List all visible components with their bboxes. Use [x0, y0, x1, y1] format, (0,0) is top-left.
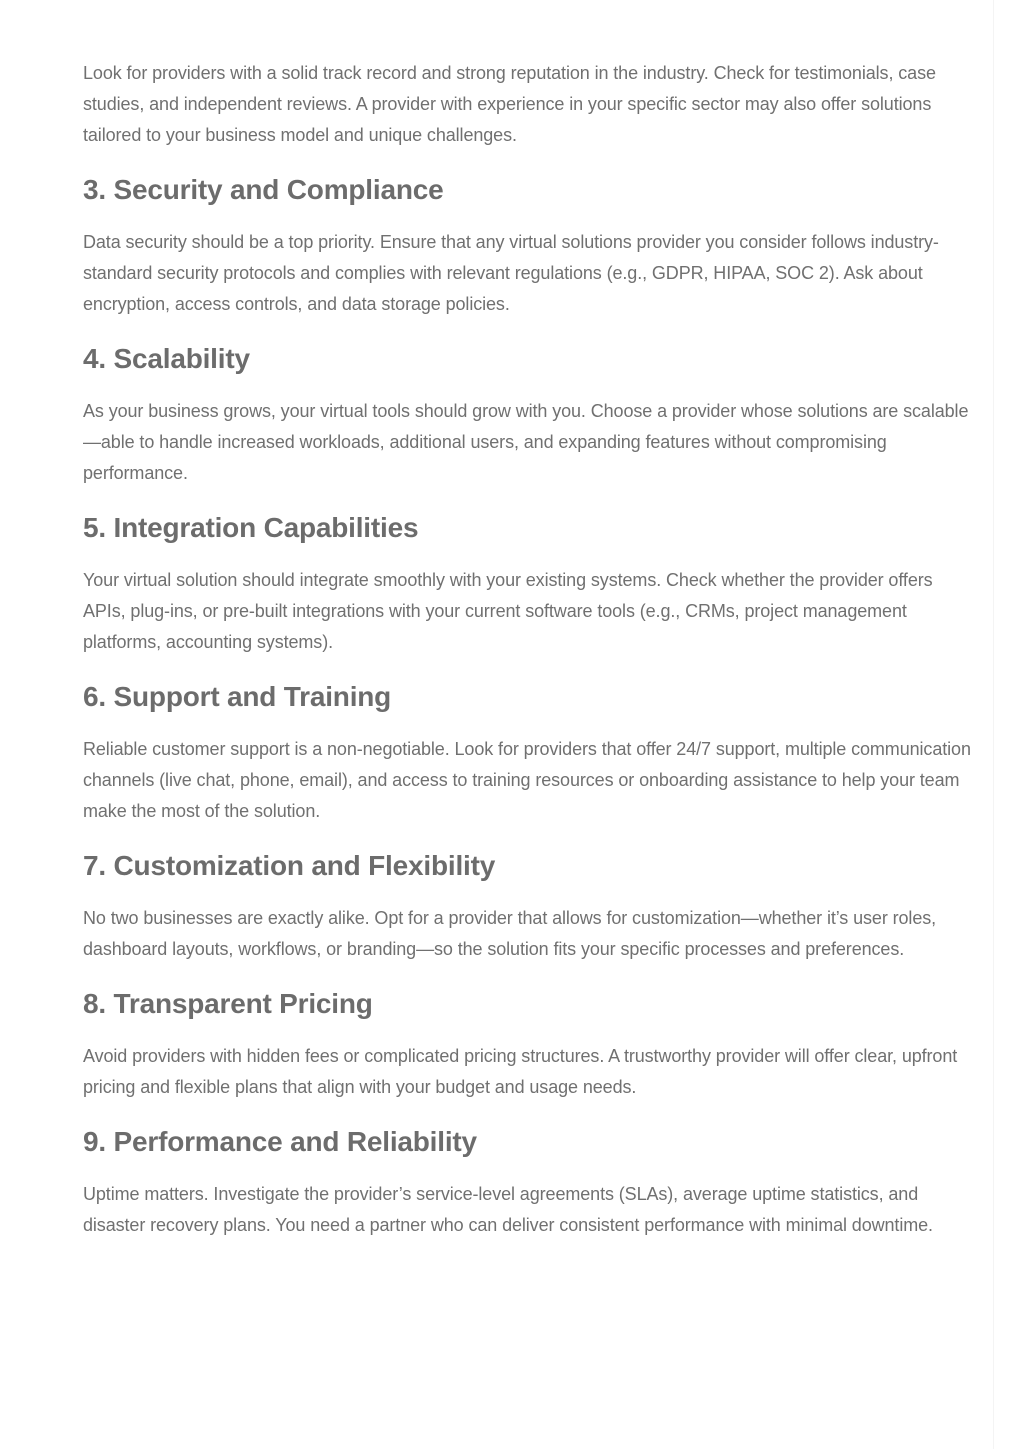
section-support-training	[83, 680, 978, 827]
page-edge-divider	[993, 0, 994, 1449]
section-heading: 3. Security and Compliance	[83, 174, 444, 205]
section-heading: 5. Integration Capabilities	[83, 512, 419, 543]
section-paragraph: Data security should be a top priority. Ensure that any virtual solutions provider you consider follows industry-standard security protocols and complies with relevant regulations (e.g., GDPR, HIPAA, SOC 2). Ask about encryption, access controls, and data storage policies.	[83, 232, 939, 314]
section-integration	[83, 511, 978, 658]
section-heading: 9. Performance and Reliability	[83, 1126, 477, 1157]
section-paragraph: Your virtual solution should integrate smoothly with your existing systems. Check whether the provider offers APIs, plug-ins, or pre-built integrations with your current software tools (e.g., CRMs, project management platforms, accounting systems).	[83, 570, 933, 652]
intro-paragraph: Look for providers with a solid track record and strong reputation in the industry. Check for testimonials, case studies, and independent reviews. A provider with experience in your specific sector may also offer solutions tailored to your business model and unique challenges.	[83, 63, 936, 145]
section-scalability	[83, 342, 978, 489]
section-paragraph: Uptime matters. Investigate the provider’s service-level agreements (SLAs), average uptime statistics, and disaster recovery plans. You need a partner who can deliver consistent performance with minimal downtime.	[83, 1184, 933, 1235]
section-security-compliance	[83, 173, 978, 320]
section-heading: 6. Support and Training	[83, 681, 392, 712]
section-heading: 7. Customization and Flexibility	[83, 850, 496, 881]
section-paragraph: Reliable customer support is a non-negotiable. Look for providers that offer 24/7 support, multiple communication channels (live chat, phone, email), and access to training resources or onboarding assistance to help your team make the most of the solution.	[83, 739, 971, 821]
section-paragraph: Avoid providers with hidden fees or complicated pricing structures. A trustworthy provider will offer clear, upfront pricing and flexible plans that align with your budget and usage needs.	[83, 1046, 958, 1097]
section-pricing	[83, 987, 978, 1103]
article-body	[83, 58, 978, 1263]
section-paragraph: As your business grows, your virtual tools should grow with you. Choose a provider whose solutions are scalable—able to handle increased workloads, additional users, and expanding features without compromising performance.	[83, 401, 969, 483]
section-heading: 4. Scalability	[83, 343, 250, 374]
section-paragraph: No two businesses are exactly alike. Opt for a provider that allows for customization—whether it’s user roles, dashboard layouts, workflows, or branding—so the solution fits your specific processes and preferences.	[83, 908, 937, 959]
section-customization	[83, 849, 978, 965]
section-performance	[83, 1125, 978, 1241]
section-heading: 8. Transparent Pricing	[83, 988, 373, 1019]
